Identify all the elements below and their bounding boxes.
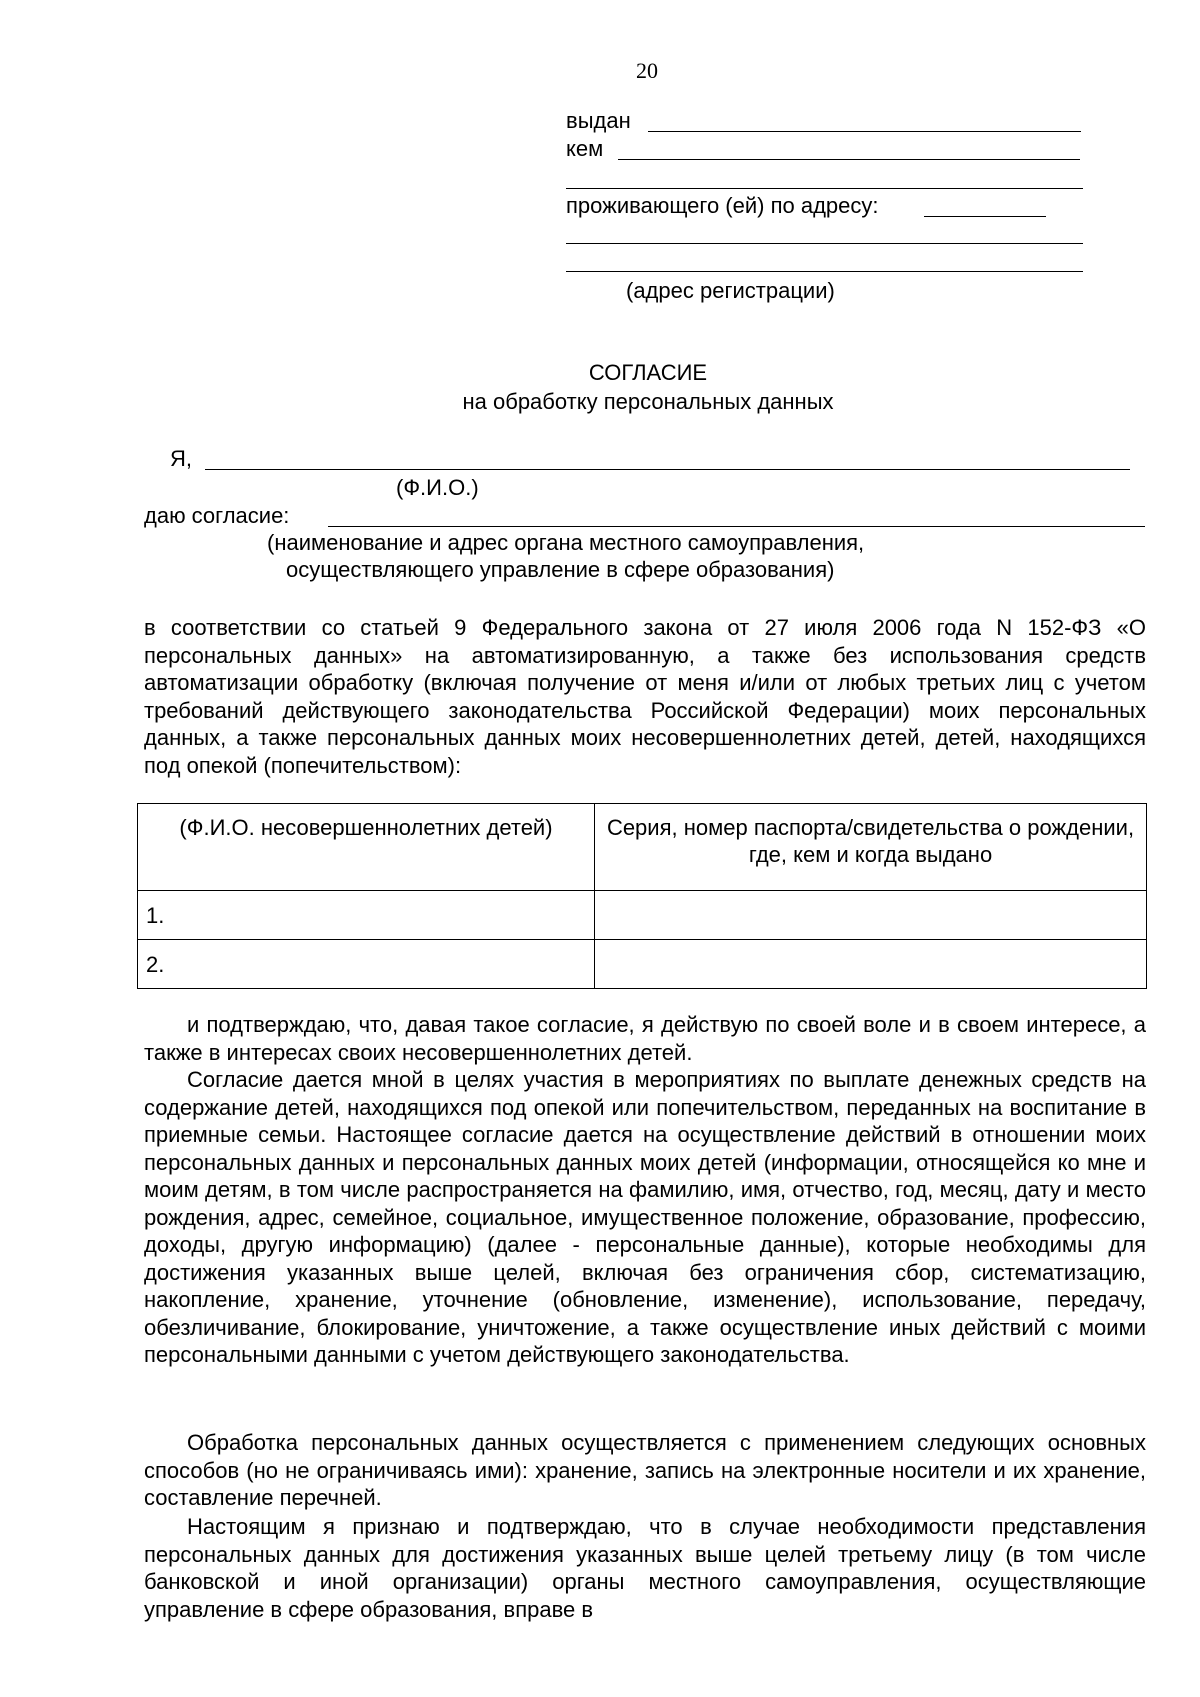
confirmation-paragraph: и подтверждаю, что, давая такое согласие, я действую по своей воле и в своем интересе, а также в интересах своих несовершеннолетних детей. [144,1012,1146,1065]
table-cell-document[interactable] [595,891,1147,940]
i-label: Я, [170,446,192,471]
intro-paragraph: в соответствии со статьей 9 Федерального закона от 27 июля 2006 года N 152-ФЗ «О персональных данных» на автоматизированную, а также без использования средств автоматизации обработку (включая получение от меня и/или от любых третьих лиц с учетом требований действующего законодательства Российской Федерации) моих персональных данных, а также персональных данных моих несовершеннолетних детей, детей, находящихся под опекой (попечительством): [144,615,1146,778]
table-header-document: Серия, номер паспорта/свидетельства о рождении, где, кем и когда выдано [595,804,1147,891]
organization-field-line[interactable] [328,526,1145,527]
consent-label: даю согласие: [144,503,290,528]
address-field-line[interactable] [924,216,1046,217]
table-row [138,891,1147,940]
organization-caption-line1: (наименование и адрес органа местного самоуправления, [267,530,865,555]
address-line-3[interactable] [566,271,1083,272]
issued-field-line[interactable] [648,131,1081,132]
page-number: 20 [636,58,658,83]
fio-caption: (Ф.И.О.) [396,475,479,500]
address-label: проживающего (ей) по адресу: [566,193,879,218]
organization-caption-line2: осуществляющего управление в сфере образования) [286,557,835,582]
fio-field-line[interactable] [205,469,1130,470]
address-line-2[interactable] [566,243,1083,244]
document-title: СОГЛАСИЕ [588,360,708,385]
address-caption: (адрес регистрации) [626,278,835,303]
table-cell-document[interactable] [595,940,1147,989]
table-cell-fio[interactable]: 2. [138,940,595,989]
document-subtitle: на обработку персональных данных [462,389,834,414]
issued-label: выдан [566,108,631,133]
processing-methods-paragraph: Обработка персональных данных осуществляется с применением следующих основных способов (но не ограничиваясь ими): хранение, запись на электронные носители и их хранение, составление перечней. [144,1430,1146,1510]
children-table [137,803,1147,989]
table-cell-fio[interactable]: 1. [138,891,595,940]
issued-by-extra-line[interactable] [566,188,1083,189]
table-row [138,940,1147,989]
third-party-paragraph: Настоящим я признаю и подтверждаю, что в случае необходимости представления персональных данных для достижения указанных выше целей третьему лицу (в том числе банковской и иной организации) органы местного самоуправления, осуществляющие управление в сфере образования, вправе в [144,1514,1146,1622]
issued-by-label: кем [566,136,604,161]
purpose-paragraph: Согласие дается мной в целях участия в мероприятиях по выплате денежных средств на содержание детей, находящихся под опекой или попечительством, переданных на воспитание в приемные семьи. Настоящее согласие дается на осуществление действий в отношении моих персональных данных и персональных данных моих детей (информации, относящейся ко мне и моим детям, в том числе распространяется на фамилию, имя, отчество, год, месяц, дату и место рождения, адрес, семейное, социальное, имущественное положение, образование, профессию, доходы, другую информацию) (далее - персональные данные), которые необходимы для достижения указанных выше целей, включая без ограничения сбор, систематизацию, накопление, хранение, уточнение (обновление, изменение), использование, передачу, обезличивание, блокирование, уничтожение, а также осуществление иных действий с моими персональными данными с учетом действующего законодательства. [144,1067,1146,1367]
table-header-fio: (Ф.И.О. несовершеннолетних детей) [138,804,595,891]
table-header-row [138,804,1147,891]
issued-by-field-line[interactable] [618,159,1080,160]
